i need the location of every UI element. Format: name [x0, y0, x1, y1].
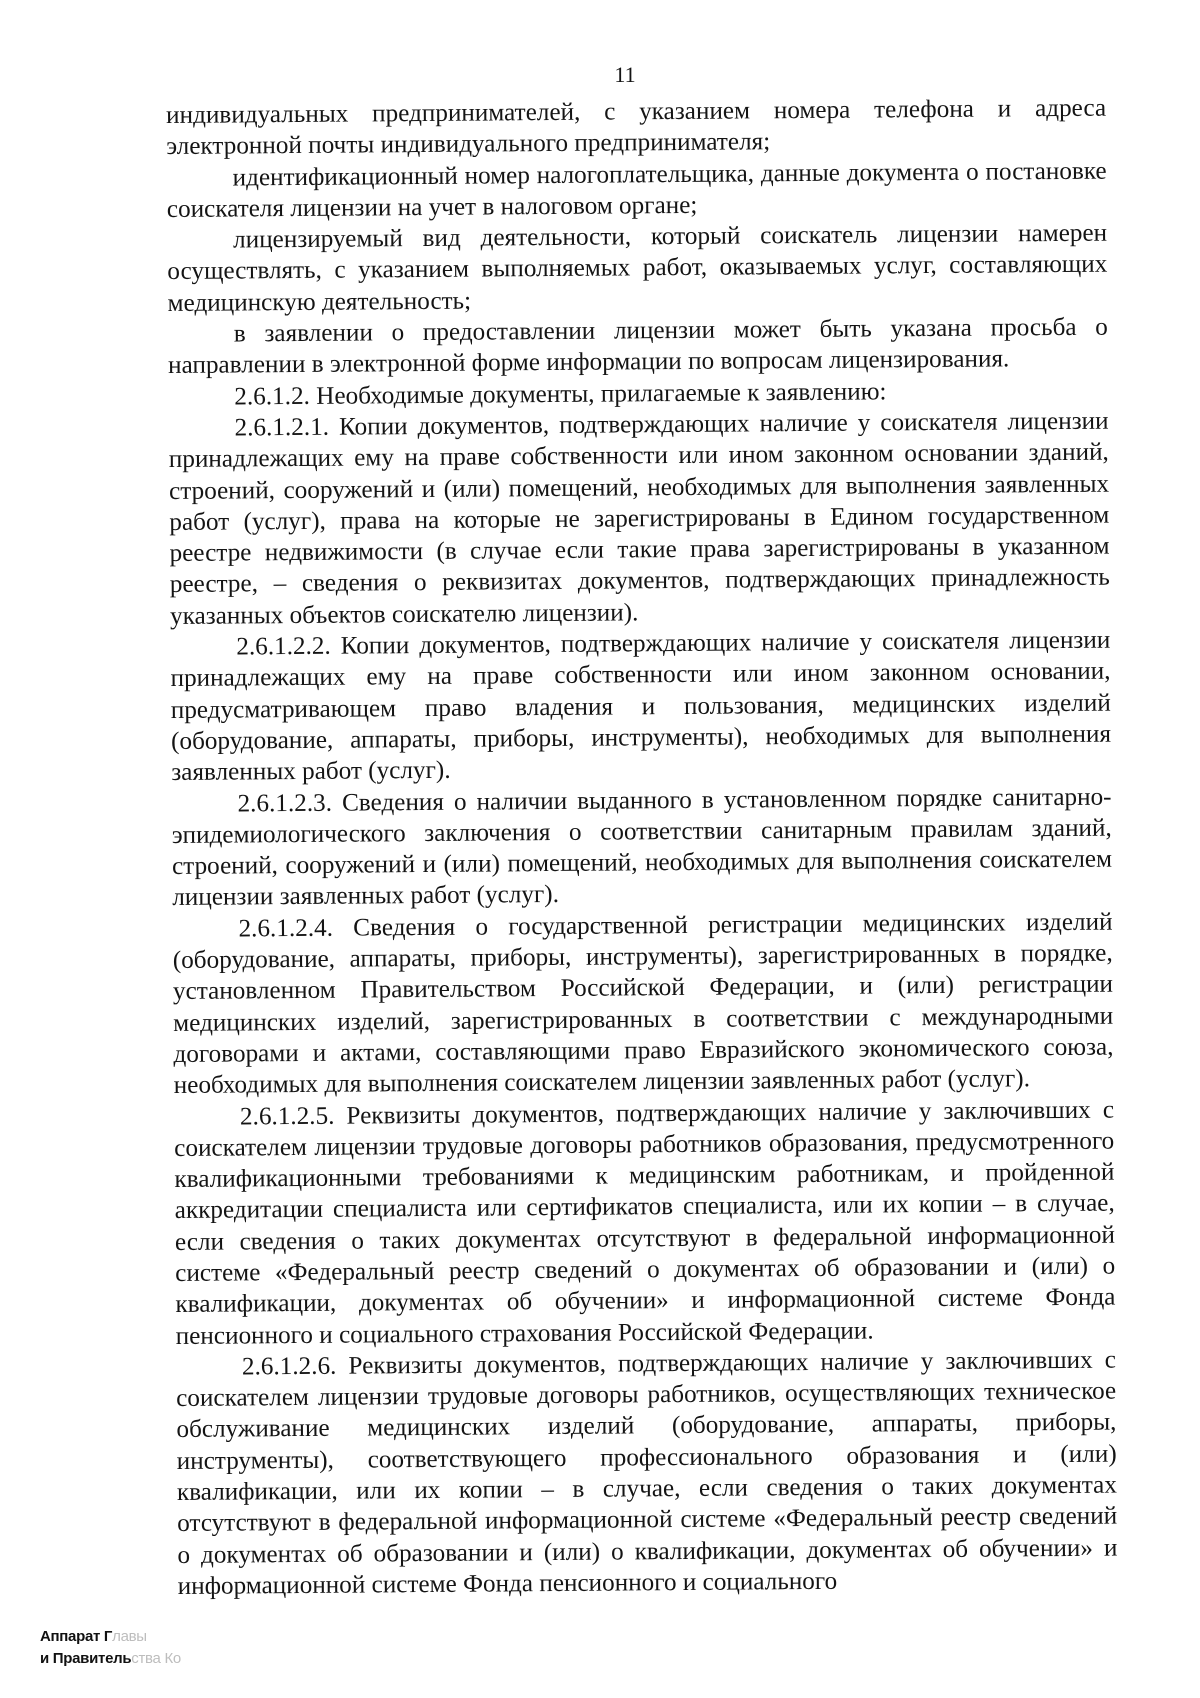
paragraph-2: идентификационный номер налогоплательщика, данные документа о постановке соискателя лицензии на учет в налоговом органе;: [166, 157, 1107, 223]
footer-stamp-line-1: Аппарат Главы: [40, 1628, 147, 1645]
paragraph-4: в заявлении о предоставлении лицензии может быть указана просьба о направлении в электронной форме информации по вопросам лицензирования.: [167, 313, 1108, 380]
paragraph-11: 2.6.1.2.6. Реквизиты документов, подтверждающих наличие у заключивших с соискателем лицензии трудовые договоры работников, осуществляющих техническое обслуживание медицинских изделий (оборудование, аппараты, приборы, инструменты), соответствующего профессионального образования и (или) квалификации, или их копии – в случае, если сведения о таких документах отсутствуют в федеральной информационной системе «Федеральный реестр сведений о документах об образовании и (или) о квалификации, документах об обучении» и информационной системе Фонда пенсионного и социального: [176, 1346, 1118, 1600]
footer-stamp: [40, 1626, 181, 1670]
document-body: [166, 93, 1118, 1603]
paragraph-6: 2.6.1.2.1. Копии документов, подтверждающих наличие у соискателя лицензии принадлежащих ему на праве собственности или ином законном основании зданий, строений, сооружений и (или) помещений, необходимых для выполнения заявленных работ (услуг), права на которые не зарегистрированы в Едином государственном реестре недвижимости (в случае если такие права зарегистрированы в указанном реестре, – сведения о реквизитах документов, подтверждающих принадлежность указанных объектов соискателю лицензии).: [168, 407, 1110, 630]
paragraph-5: 2.6.1.2. Необходимые документы, прилагаемые к заявлению:: [234, 378, 887, 411]
paragraph-3: лицензируемый вид деятельности, который соискатель лицензии намерен осуществлять, с указанием выполняемых работ, оказываемых услуг, составляющих медицинскую деятельность;: [167, 219, 1108, 317]
paragraph-7: 2.6.1.2.2. Копии документов, подтверждающих наличие у соискателя лицензии принадлежащих ему на праве собственности или ином законном основании, предусматривающем право владения и пользования, медицинских изделий (оборудование, аппараты, приборы, инструменты), необходимых для выполнения заявленных работ (услуг).: [170, 626, 1112, 787]
paragraph-8: 2.6.1.2.3. Сведения о наличии выданного в установленном порядке санитарно-эпидемиологического заключения о соответствии санитарным правилам зданий, строений, сооружений и (или) помещений, необходимых для выполнения соискателем лицензии заявленных работ (услуг).: [171, 783, 1113, 912]
footer-stamp-line-2: и Правительства Ко: [40, 1650, 181, 1667]
paragraph-10: 2.6.1.2.5. Реквизиты документов, подтверждающих наличие у заключивших с соискателем лицензии трудовые договоры работников образования, предусмотренного квалификационными требованиями к медицинским работникам, и пройденной аккредитации специалиста или сертификатов специалиста, или их копии – в случае, если сведения о таких документах отсутствуют в федеральной информационной системе «Федеральный реестр сведений о документах об образовании и (или) о квалификации, документах об обучении» и информационной системе Фонда пенсионного и социального страхования Российской Федерации.: [174, 1096, 1116, 1350]
page-number: 11: [614, 62, 636, 87]
paragraph-9: 2.6.1.2.4. Сведения о государственной регистрации медицинских изделий (оборудование, аппараты, приборы, инструменты), зарегистрированных в порядке, установленном Правительством Российской Федерации, и (или) регистрации медицинских изделий, зарегистрированных в соответствии с международными договорами и актами, составляющими право Евразийского экономического союза, необходимых для выполнения соискателем лицензии заявленных работ (услуг).: [172, 908, 1114, 1100]
paragraph-1: индивидуальных предпринимателей, с указанием номера телефона и адреса электронной почты индивидуального предпринимателя;: [166, 94, 1107, 161]
